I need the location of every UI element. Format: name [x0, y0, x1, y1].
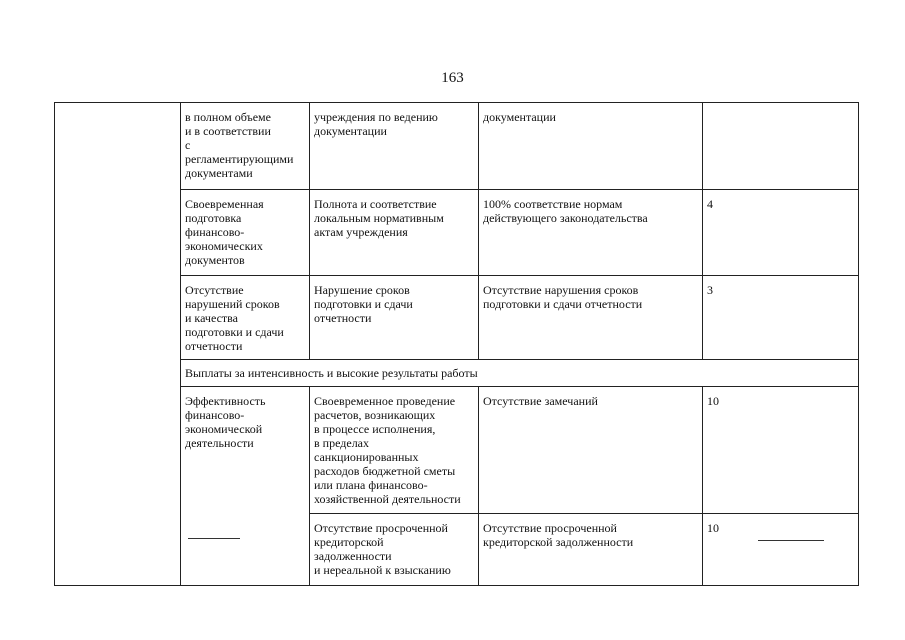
criterion-cell: Своевременная подготовка финансово- экономических документов: [181, 190, 310, 276]
points-cell: 4: [703, 190, 859, 276]
criterion-cell: в полном объеме и в соответствии с регламентирующими документами: [181, 103, 310, 190]
indicator-cell: документации: [479, 103, 703, 190]
condition-cell: Отсутствие просроченной кредиторской задолженности и нереальной к взысканию: [310, 514, 479, 586]
points-cell: 3: [703, 276, 859, 360]
condition-cell: Полнота и соответствие локальным нормативным актам учреждения: [310, 190, 479, 276]
indicator-cell: 100% соответствие нормам действующего законодательства: [479, 190, 703, 276]
condition-cell: Своевременное проведение расчетов, возникающих в процессе исполнения, в пределах санкционированных расходов бюджетной сметы или плана финансово- хозяйственной деятельности: [310, 387, 479, 514]
section-heading: Выплаты за интенсивность и высокие результаты работы: [181, 360, 859, 387]
indicator-cell: Отсутствие нарушения сроков подготовки и сдачи отчетности: [479, 276, 703, 360]
condition-cell: учреждения по ведению документации: [310, 103, 479, 190]
criterion-cell: Отсутствие нарушений сроков и качества подготовки и сдачи отчетности: [181, 276, 310, 360]
scan-artifact-line: [758, 540, 824, 541]
scan-artifact-line: [188, 538, 240, 539]
empty-position-cell: [55, 103, 181, 586]
points-cell: [703, 103, 859, 190]
page-number: 163: [441, 70, 464, 86]
indicator-cell: Отсутствие замечаний: [479, 387, 703, 514]
points-cell: 10: [703, 514, 859, 586]
table-row: [55, 103, 859, 190]
condition-cell: Нарушение сроков подготовки и сдачи отчетности: [310, 276, 479, 360]
criterion-cell: Эффективность финансово- экономической деятельности: [181, 387, 310, 586]
criteria-table: [54, 102, 859, 586]
indicator-cell: Отсутствие просроченной кредиторской задолженности: [479, 514, 703, 586]
points-cell: 10: [703, 387, 859, 514]
